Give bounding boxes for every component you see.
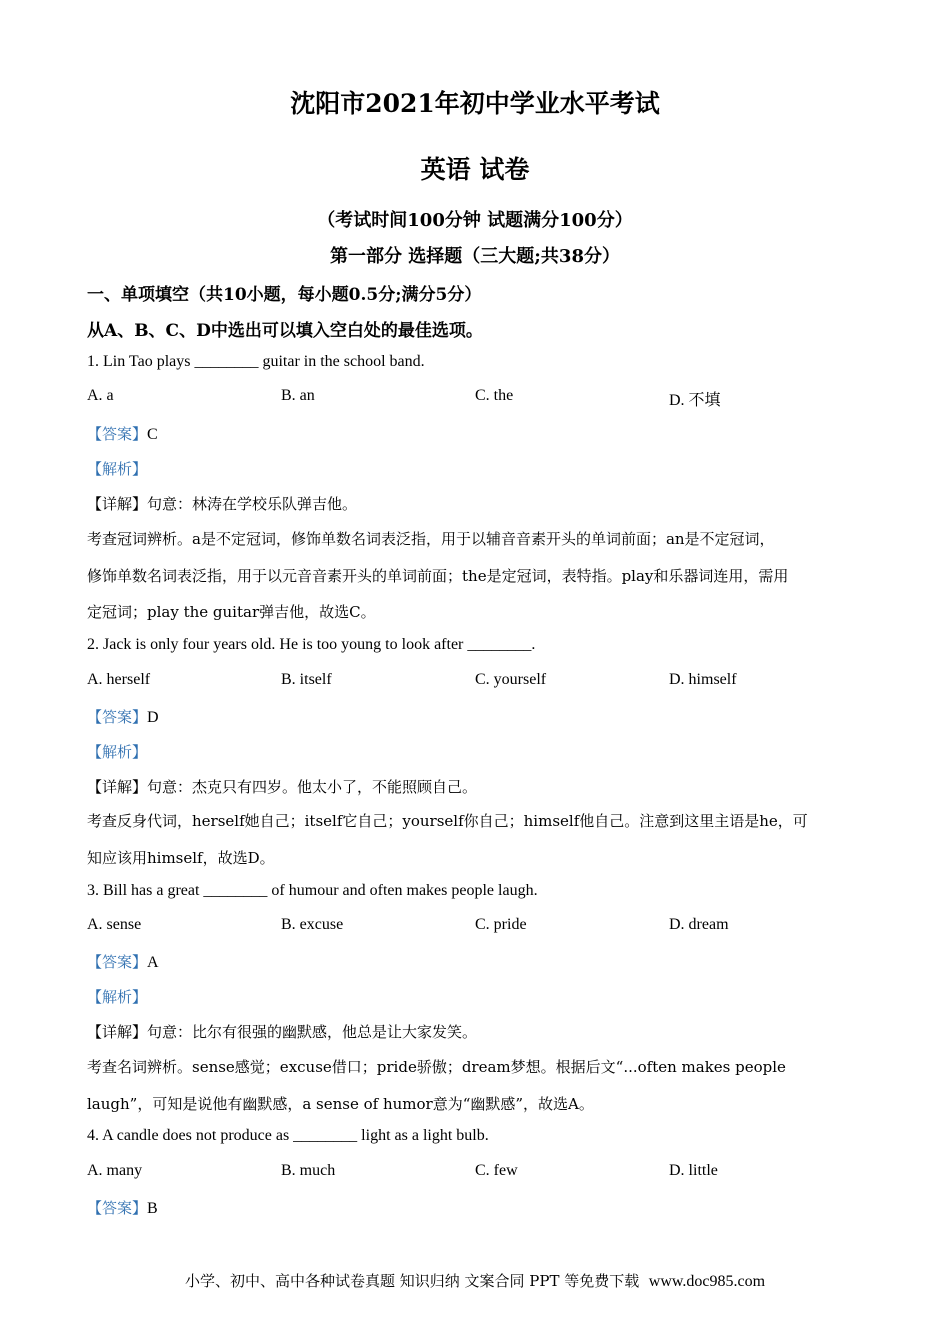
answer-label: 【答案】	[87, 425, 148, 443]
answer-line	[87, 706, 159, 727]
explanation-line: 考查名词辨析。sense感觉；excuse借口；pride骄傲；dream梦想。根据后文“...often makes people	[87, 1058, 786, 1076]
detail-text: 句意：杰克只有四岁。他太小了，不能照顾自己。	[147, 778, 478, 796]
option-b: B. much	[281, 1162, 336, 1179]
option-c: C. pride	[475, 916, 527, 933]
exam-subject: 英语 试卷	[420, 155, 530, 184]
page-footer	[0, 1270, 950, 1291]
analysis-label: 【解析】	[87, 988, 148, 1006]
answer-value: A	[147, 954, 159, 971]
option-c: C. yourself	[475, 671, 547, 688]
explanation-line: 知应该用himself，故选D。	[87, 849, 275, 867]
answer-line	[87, 423, 158, 444]
analysis-line	[87, 986, 147, 1007]
explanation-line: 定冠词；play the guitar弹吉他，故选C。	[87, 603, 376, 621]
option-a: A. sense	[87, 916, 142, 933]
option-a: A. herself	[87, 671, 151, 688]
explanation-line: laugh”，可知是说他有幽默感，a sense of humor意为“幽默感”，故选A。	[87, 1095, 594, 1113]
footer-text: 小学、初中、高中各种试卷真题 知识归纳 文案合同 PPT 等免费下载	[184, 1272, 640, 1290]
option-d: D. himself	[669, 671, 737, 688]
section-instruction: 从A、B、C、D中选出可以填入空白处的最佳选项。	[87, 321, 483, 341]
exam-title: 沈阳市2021年初中学业水平考试	[290, 89, 660, 118]
answer-label: 【答案】	[87, 953, 148, 971]
detail-text: 句意：比尔有很强的幽默感，他总是让大家发笑。	[147, 1023, 478, 1041]
option-b: B. an	[281, 387, 315, 404]
option-c: C. few	[475, 1162, 518, 1179]
answer-line	[87, 1197, 158, 1218]
question-stem: 2. Jack is only four years old. He is too young to look after ________.	[87, 636, 536, 653]
detail-line	[87, 493, 357, 514]
answer-value: C	[147, 426, 158, 443]
option-d: D. little	[669, 1162, 718, 1179]
option-d: D. dream	[669, 916, 729, 933]
detail-line	[87, 776, 477, 797]
detail-label: 【详解】	[87, 778, 148, 796]
exam-info: （考试时间100分钟 试题满分100分）	[317, 210, 633, 231]
option-b: B. excuse	[281, 916, 344, 933]
option-a: A. a	[87, 387, 114, 404]
explanation-line: 考查冠词辨析。a是不定冠词，修饰单数名词表泛指，用于以辅音音素开头的单词前面；an是不定冠词，	[87, 530, 775, 548]
explanation-line: 修饰单数名词表泛指，用于以元音音素开头的单词前面；the是定冠词，表特指。play和乐器词连用，需用	[87, 567, 789, 585]
option-a: A. many	[87, 1162, 143, 1179]
answer-value: D	[147, 709, 159, 726]
section-heading: 一、单项填空（共10小题，每小题0.5分;满分5分）	[87, 285, 482, 305]
analysis-line	[87, 741, 147, 762]
analysis-label: 【解析】	[87, 743, 148, 761]
answer-label: 【答案】	[87, 1199, 148, 1217]
answer-value: B	[147, 1200, 158, 1217]
option-c: C. the	[475, 387, 514, 404]
question-stem: 4. A candle does not produce as ________ light as a light bulb.	[87, 1127, 489, 1144]
footer-link[interactable]: www.doc985.com	[648, 1273, 766, 1290]
answer-label: 【答案】	[87, 708, 148, 726]
question-stem: 1. Lin Tao plays ________ guitar in the school band.	[87, 353, 425, 370]
analysis-line	[87, 458, 147, 479]
question-stem: 3. Bill has a great ________ of humour and often makes people laugh.	[87, 882, 538, 899]
option-b: B. itself	[281, 671, 332, 688]
part-one-heading: 第一部分 选择题（三大题;共38分）	[330, 246, 620, 267]
option-d: D. 不填	[669, 392, 721, 409]
answer-line	[87, 951, 159, 972]
detail-label: 【详解】	[87, 495, 148, 513]
analysis-label: 【解析】	[87, 460, 148, 478]
detail-text: 句意：林涛在学校乐队弹吉他。	[147, 495, 358, 513]
detail-label: 【详解】	[87, 1023, 148, 1041]
detail-line	[87, 1021, 477, 1042]
explanation-line: 考查反身代词，herself她自己；itself它自己；yourself你自己；himself他自己。注意到这里主语是he，可	[87, 812, 808, 830]
